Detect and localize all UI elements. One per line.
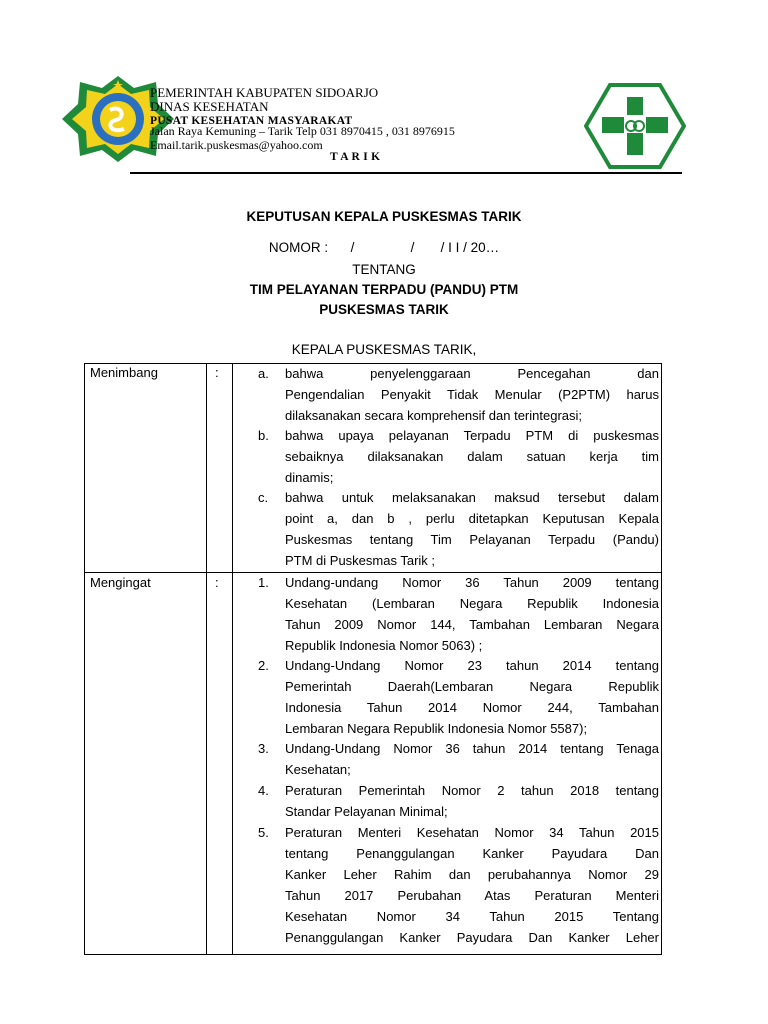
- item-line: Peraturan Menteri Kesehatan Nomor 34 Tahun 2015: [285, 825, 659, 840]
- item-line: Kanker Leher Rahim dan perubahannya Nomor 29: [285, 867, 659, 882]
- item-line: Kesehatan (Lembaran Negara Republik Indonesia: [285, 596, 659, 611]
- tentang-label: TENTANG: [352, 262, 416, 277]
- item-line: Standar Pelayanan Minimal;: [285, 804, 448, 819]
- item-line: Peraturan Pemerintah Nomor 2 tahun 2018 tentang: [285, 783, 659, 798]
- document-number: NOMOR : / / / I I / 20…: [268, 240, 500, 255]
- item-line: dinamis;: [285, 470, 334, 485]
- letterhead-email: Email.tarik.puskesmas@yahoo.com: [150, 138, 323, 152]
- item-marker: a.: [258, 366, 269, 381]
- item-line: sebaiknya dilaksanakan dalam satuan kerja tim: [285, 449, 659, 464]
- item-line: Undang-Undang Nomor 36 tahun 2014 tentang Tenaga: [285, 741, 659, 756]
- item-line: Tahun 2017 Perubahan Atas Peraturan Menteri: [285, 888, 659, 903]
- subject-line-2: PUSKESMAS TARIK: [319, 302, 449, 317]
- item-marker: c.: [258, 490, 269, 505]
- item-marker: 3.: [258, 741, 269, 756]
- item-line: Undang-undang Nomor 36 Tahun 2009 tentang: [285, 575, 659, 590]
- item-line: Republik Indonesia Nomor 5063) ;: [285, 638, 483, 653]
- item-marker: 5.: [258, 825, 269, 840]
- item-line: Puskesmas tentang Tim Pelayanan Terpadu (Pandu): [285, 532, 659, 547]
- item-line: Tahun 2009 Nomor 144, Tambahan Lembaran Negara: [285, 617, 659, 632]
- item-line: Penanggulangan Kanker Payudara Dan Kanker Leher: [285, 930, 659, 945]
- letterhead-government: PEMERINTAH KABUPATEN SIDOARJO: [150, 85, 379, 100]
- item-line: PTM di Puskesmas Tarik ;: [285, 553, 436, 568]
- letterhead-institution: PUSAT KESEHATAN MASYARAKAT: [150, 115, 353, 127]
- item-line: Pemerintah Daerah(Lembaran Negara Republik: [285, 679, 659, 694]
- item-line: Undang-Undang Nomor 23 tahun 2014 tentang: [285, 658, 659, 673]
- item-line: Indonesia Tahun 2014 Nomor 244, Tambahan: [285, 700, 659, 715]
- letterhead-address: Jalan Raya Kemuning – Tarik Telp 031 8970415 , 031 8976915: [150, 124, 455, 138]
- item-line: dilaksanakan secara komprehensif dan terintegrasi;: [285, 408, 583, 423]
- item-marker: 1.: [258, 575, 269, 590]
- item-line: bahwa penyelenggaraan Pencegahan dan: [285, 366, 659, 381]
- document-title: KEPUTUSAN KEPALA PUSKESMAS TARIK: [246, 209, 522, 224]
- table-divider: [232, 364, 233, 954]
- subject-line-1: TIM PELAYANAN TERPADU (PANDU) PTM: [249, 282, 519, 297]
- item-line: Kesehatan Nomor 34 Tahun 2015 Tentang: [285, 909, 659, 924]
- menimbang-colon: :: [215, 365, 219, 380]
- item-line: point a, dan b , perlu ditetapkan Keputusan Kepala: [285, 511, 659, 526]
- letterhead-divider: [130, 172, 682, 174]
- item-line: Kesehatan;: [285, 762, 351, 777]
- item-line: bahwa upaya pelayanan Terpadu PTM di puskesmas: [285, 428, 659, 443]
- puskesmas-cross-logo-icon: [584, 83, 686, 169]
- menimbang-label: Menimbang: [90, 365, 158, 380]
- mengingat-colon: :: [215, 575, 219, 590]
- mengingat-label: Mengingat: [90, 575, 151, 590]
- item-line: Pengendalian Penyakit Tidak Menular (P2PTM) harus: [285, 387, 659, 402]
- considerations-table: [84, 363, 662, 955]
- item-line: bahwa untuk melaksanakan maksud tersebut dalam: [285, 490, 659, 505]
- kepala-heading: KEPALA PUSKESMAS TARIK,: [291, 342, 477, 357]
- letterhead-agency: DINAS KESEHATAN: [150, 99, 269, 114]
- table-divider: [206, 364, 207, 954]
- item-marker: b.: [258, 428, 269, 443]
- item-marker: 2.: [258, 658, 269, 673]
- letterhead-tarik: T A R I K: [330, 151, 381, 163]
- item-line: Lembaran Negara Republik Indonesia Nomor 5587);: [285, 721, 588, 736]
- item-line: tentang Penanggulangan Kanker Payudara Dan: [285, 846, 659, 861]
- item-marker: 4.: [258, 783, 269, 798]
